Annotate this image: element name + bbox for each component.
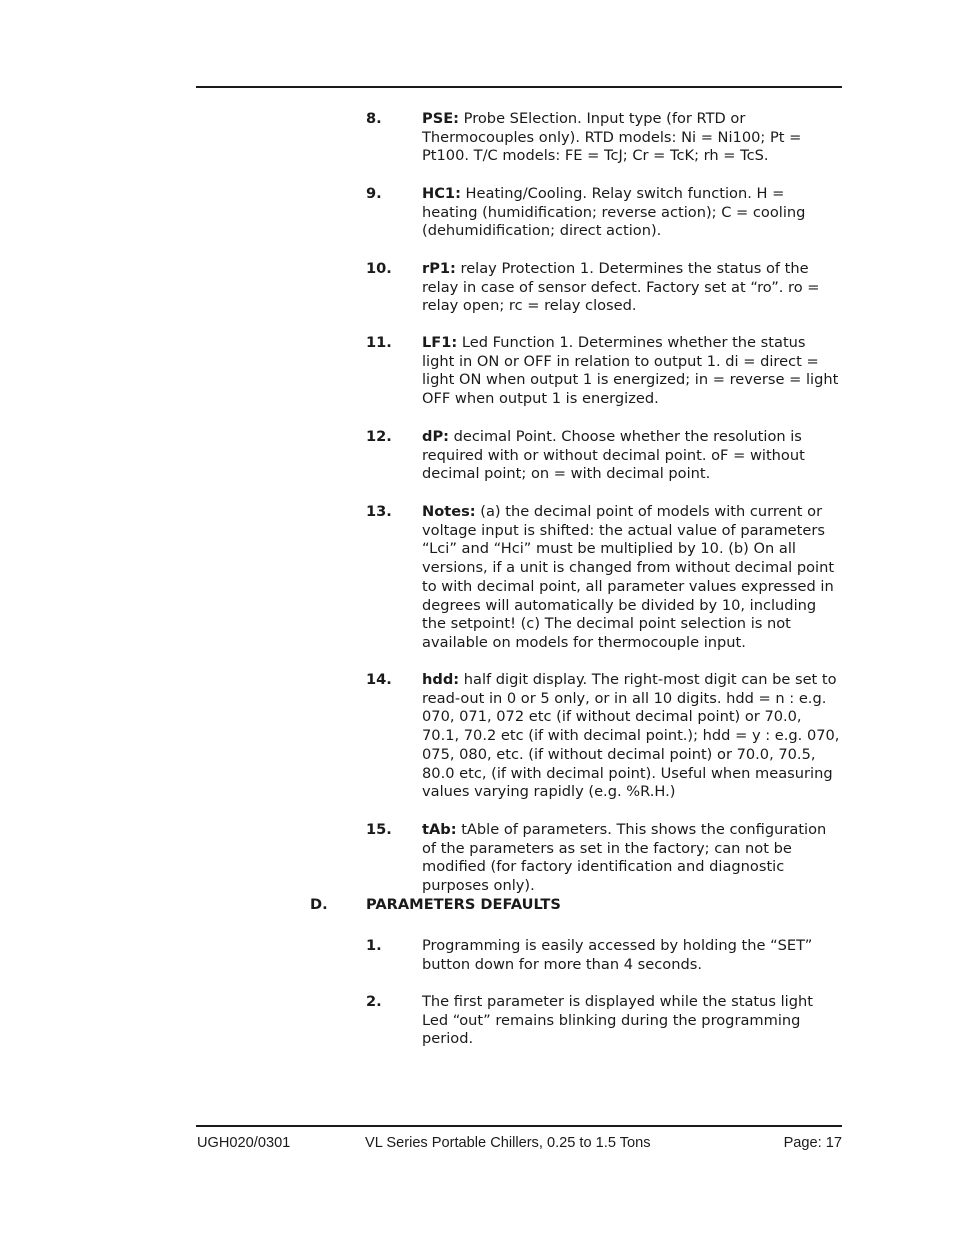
item-number: 12. xyxy=(366,428,392,445)
footer-rule xyxy=(196,1125,842,1127)
item-body: The first parameter is displayed while the status light Led “out” remains blinking during the programming period. xyxy=(422,993,813,1048)
item-body: Programming is easily accessed by holding the “SET” button down for more than 4 seconds. xyxy=(422,937,813,973)
item-body xyxy=(422,110,842,166)
item-body xyxy=(422,428,842,484)
item-body xyxy=(422,260,842,316)
param-key: HC1: xyxy=(422,185,461,202)
param-key: rP1: xyxy=(422,260,456,277)
item-body xyxy=(422,503,842,653)
param-key: hdd: xyxy=(422,671,460,688)
param-key: dP: xyxy=(422,428,449,445)
list-item-notes xyxy=(366,503,842,653)
param-key: PSE: xyxy=(422,110,460,127)
param-description: tAble of parameters. This shows the configuration of the parameters as set in the factory; can not be modified (for factory identification and diagnostic purposes only). xyxy=(422,821,827,895)
param-key: LF1: xyxy=(422,334,458,351)
list-item-rp1 xyxy=(366,260,842,316)
list-item-dp xyxy=(366,428,842,484)
item-body xyxy=(422,334,842,409)
item-number: 10. xyxy=(366,260,392,277)
item-number: 14. xyxy=(366,671,392,688)
param-key: tAb: xyxy=(422,821,457,838)
item-number: 13. xyxy=(366,503,392,520)
list-item-lf1 xyxy=(366,334,842,409)
list-item-hdd xyxy=(366,671,842,802)
item-body xyxy=(422,185,842,241)
item-number: 1. xyxy=(366,937,382,954)
header-rule xyxy=(196,86,842,88)
param-description: Probe SElection. Input type (for RTD or Thermocouples only). RTD models: Ni = Ni100; Pt = Pt100. T/C models: FE = TcJ; Cr = TcK; rh = TcS. xyxy=(422,110,802,165)
item-body xyxy=(422,821,842,896)
item-body xyxy=(422,671,842,802)
item-number: 2. xyxy=(366,993,382,1010)
item-number: 8. xyxy=(366,110,382,127)
param-description: decimal Point. Choose whether the resolution is required with or without decimal point. oF = without decimal point; on = with decimal point. xyxy=(422,428,805,483)
section-letter: D. xyxy=(310,896,328,913)
item-number: 11. xyxy=(366,334,392,351)
list-item-tab xyxy=(366,821,842,896)
param-description: (a) the decimal point of models with current or voltage input is shifted: the actual value of parameters “Lci” and “Hci” must be multiplied by 10. (b) On all versions, if a unit is changed from without decimal point to with decimal point, all parameter values expressed in degrees will automatically be divided by 10, including the setpoint! (c) The decimal point selection is not available on models for thermocouple input. xyxy=(422,503,835,651)
list-item-pse xyxy=(366,110,842,166)
param-description: relay Protection 1. Determines the status of the relay in case of sensor defect. Factory set at “ro”. ro = relay open; rc = relay closed. xyxy=(422,260,820,315)
item-number: 15. xyxy=(366,821,392,838)
footer-page-number: Page: 17 xyxy=(783,1135,842,1151)
item-number: 9. xyxy=(366,185,382,202)
list-item-defaults-1 xyxy=(366,937,842,974)
footer-title: VL Series Portable Chillers, 0.25 to 1.5 Tons xyxy=(365,1135,651,1151)
list-item-hc1 xyxy=(366,185,842,241)
param-description: Led Function 1. Determines whether the status light in ON or OFF in relation to output 1. di = direct = light ON when output 1 is energized; in = reverse = light OFF when output 1 is energized. xyxy=(422,334,839,408)
list-item-defaults-2 xyxy=(366,993,842,1049)
section-title: PARAMETERS DEFAULTS xyxy=(366,896,561,913)
section-heading xyxy=(310,896,842,915)
param-key: Notes: xyxy=(422,503,476,520)
param-description: half digit display. The right-most digit can be set to read-out in 0 or 5 only, or in all 10 digits. hdd = n : e.g. 070, 071, 072 etc (if without decimal point) or 70.0, 70.1, 70.2 etc (if with decimal point.); hdd = y : e.g. 070, 075, 080, etc. (if without decimal point) or 70.0, 70.5, 80.0 etc, (if with decimal point). Useful when measuring values varying rapidly (e.g. %R.H.) xyxy=(422,671,840,801)
param-description: Heating/Cooling. Relay switch function. H = heating (humidification; reverse action); C = cooling (dehumidification; direct action). xyxy=(422,185,806,240)
footer-doc-id: UGH020/0301 xyxy=(197,1135,291,1151)
